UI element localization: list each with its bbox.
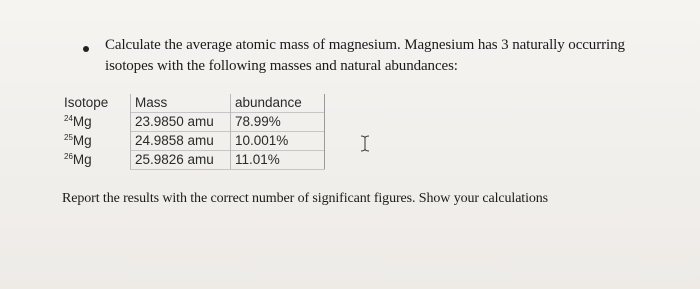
element-symbol: Mg <box>72 133 92 148</box>
isotope-cell <box>60 113 131 132</box>
table-row <box>60 151 325 170</box>
abundance-cell: 78.99% <box>231 113 325 132</box>
element-symbol: Mg <box>72 114 92 129</box>
isotope-table <box>60 94 325 170</box>
mass-number: 25 <box>64 133 73 142</box>
text-cursor-icon <box>360 135 370 152</box>
instruction-text: Report the results with the correct number of significant figures. Show your calculations <box>62 191 549 206</box>
question-line-2: isotopes with the following masses and natural abundances: <box>105 58 458 74</box>
table-row <box>60 132 325 151</box>
abundance-cell: 10.001% <box>231 132 325 151</box>
abundance-cell: 11.01% <box>231 151 325 170</box>
question-line-1: Calculate the average atomic mass of magnesium. Magnesium has 3 naturally occurring <box>105 37 625 53</box>
bullet-icon <box>83 46 89 52</box>
isotope-cell <box>60 132 131 151</box>
mass-cell: 23.9850 amu <box>131 113 231 132</box>
isotope-cell <box>60 151 131 170</box>
mass-number: 24 <box>64 114 73 123</box>
header-isotope: Isotope <box>64 95 109 111</box>
element-symbol: Mg <box>72 152 92 167</box>
header-abundance: abundance <box>231 94 325 113</box>
question-text <box>105 35 625 77</box>
table-header-row <box>60 94 325 113</box>
mass-cell: 25.9826 amu <box>131 151 231 170</box>
mass-number: 26 <box>64 152 73 161</box>
table-row <box>60 113 325 132</box>
header-mass: Mass <box>131 94 231 113</box>
mass-cell: 24.9858 amu <box>131 132 231 151</box>
